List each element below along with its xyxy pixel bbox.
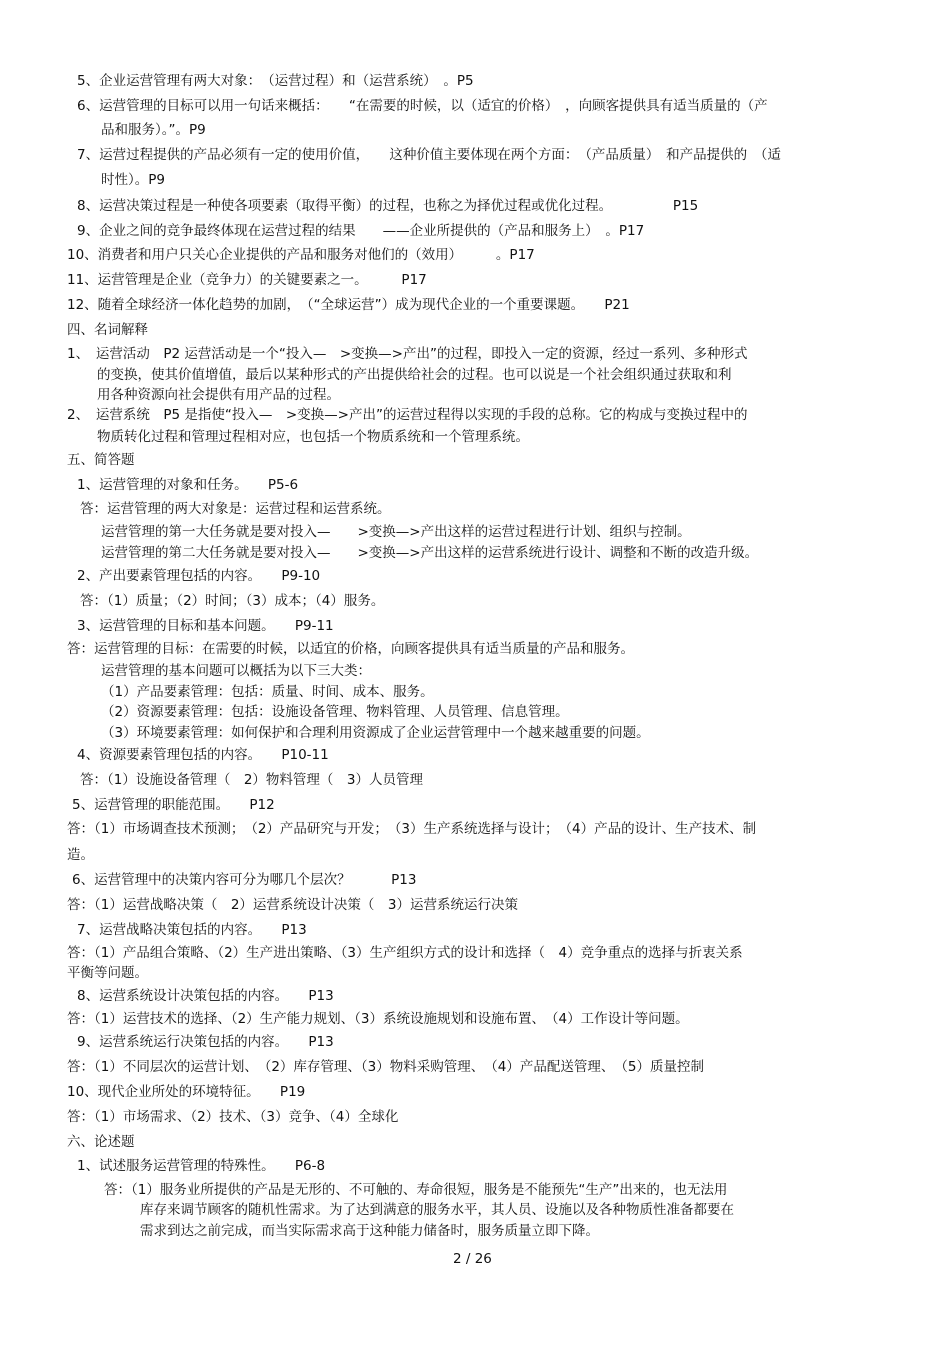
text-line: 答：（1）产品组合策略、（2）生产进出策略、（3）生产组织方式的设计和选择（ 4）竞争重点的选择与折衷关系 xyxy=(67,945,743,961)
text-line: 3、运营管理的目标和基本问题。 P9-11 xyxy=(77,618,334,634)
text-line: 11、运营管理是企业（竞争力）的关键要素之一。 P17 xyxy=(67,272,427,288)
text-line: 运营管理的第二大任务就是要对投入— >变换—>产出这样的运营系统进行设计、调整和不断的改造升级。 xyxy=(101,545,759,561)
section-heading: 四、名词解释 xyxy=(67,322,148,338)
text-line: 答：（1）质量；（2）时间；（3）成本；（4）服务。 xyxy=(80,593,385,609)
text-line: 2、产出要素管理包括的内容。 P9-10 xyxy=(77,568,321,584)
text-line: 10、消费者和用户只关心企业提供的产品和服务对他们的（效用） 。P17 xyxy=(67,247,535,263)
text-line: 9、运营系统运行决策包括的内容。 P13 xyxy=(77,1034,334,1050)
page-number: 2 / 26 xyxy=(453,1251,492,1267)
text-line: （2）资源要素管理：包括：设施设备管理、物料管理、人员管理、信息管理。 xyxy=(101,704,569,720)
text-line: 答：运营管理的目标：在需要的时候，以适宜的价格，向顾客提供具有适当质量的产品和服务。 xyxy=(67,641,634,657)
text-line: 6、运营管理的目标可以用一句话来概括： “在需要的时候，以（适宜的价格） ，向顾客提供具有适当质量的（产 xyxy=(77,98,768,114)
text-line: 1、试述服务运营管理的特殊性。 P6-8 xyxy=(77,1158,326,1174)
section-heading: 六、论述题 xyxy=(67,1134,135,1150)
text-line: 9、企业之间的竞争最终体现在运营过程的结果 ——企业所提供的（产品和服务上） 。P17 xyxy=(77,223,645,239)
text-line: 答：（1）不同层次的运营计划、 （2）库存管理、（3）物料采购管理、 （4）产品配送管理、 （5）质量控制 xyxy=(67,1059,704,1075)
text-line: 1、 运营活动 P2 运营活动是一个“投入— >变换—>产出”的过程，即投入一定的资源，经过一系列、多种形式 xyxy=(67,346,748,362)
text-line: 运营管理的基本问题可以概括为以下三大类： xyxy=(101,663,371,679)
text-line: 6、运营管理中的决策内容可分为哪几个层次？ P13 xyxy=(72,872,417,888)
text-line: 12、随着全球经济一体化趋势的加剧， （“全球运营”）成为现代企业的一个重要课题。 P21 xyxy=(67,297,630,313)
text-line: 2、 运营系统 P5 是指使“投入— >变换—>产出”的运营过程得以实现的手段的总称。它的构成与变换过程中的 xyxy=(67,407,748,423)
text-line: 品和服务）。”。P9 xyxy=(101,122,206,138)
section-heading: 五、简答题 xyxy=(67,452,135,468)
text-line: 7、运营过程提供的产品必须有一定的使用价值， 这种价值主要体现在两个方面： （产品质量） 和产品提供的 （适 xyxy=(77,147,781,163)
text-line: 7、运营战略决策包括的内容。 P13 xyxy=(77,922,307,938)
text-line: 答：（1）市场需求、（2）技术、（3）竞争、（4）全球化 xyxy=(67,1109,399,1125)
text-line: 答：（1）服务业所提供的产品是无形的、不可触的、寿命很短，服务是不能预先“生产”出来的，也无法用 xyxy=(104,1182,728,1198)
text-line: 8、运营决策过程是一种使各项要素（取得平衡）的过程，也称之为择优过程或优化过程。 P15 xyxy=(77,198,699,214)
text-line: 答：运营管理的两大对象是：运营过程和运营系统。 xyxy=(80,501,391,517)
text-line: 答：（1）运营战略决策（ 2）运营系统设计决策（ 3）运营系统运行决策 xyxy=(67,897,519,913)
text-line: 10、现代企业所处的环境特征。 P19 xyxy=(67,1084,306,1100)
text-line: 造。 xyxy=(67,847,94,863)
text-line: 8、运营系统设计决策包括的内容。 P13 xyxy=(77,988,334,1004)
text-line: 答：（1）市场调查技术预测； （2）产品研究与开发； （3）生产系统选择与设计； （4）产品的设计、生产技术、制 xyxy=(67,821,757,837)
text-line: （1）产品要素管理：包括：质量、时间、成本、服务。 xyxy=(101,684,434,700)
text-line: 5、运营管理的职能范围。 P12 xyxy=(72,797,275,813)
text-line: 5、企业运营管理有两大对象： （运营过程）和（运营系统） 。P5 xyxy=(77,73,474,89)
text-line: （3）环境要素管理：如何保护和合理利用资源成了企业运营管理中一个越来越重要的问题。 xyxy=(101,725,650,741)
text-line: 的变换，使其价值增值，最后以某种形式的产出提供给社会的过程。也可以说是一个社会组织通过获取和利 xyxy=(97,367,732,383)
text-line: 平衡等问题。 xyxy=(67,965,148,981)
text-line: 物质转化过程和管理过程相对应，也包括一个物质系统和一个管理系统。 xyxy=(97,429,529,445)
text-line: 时性）。P9 xyxy=(101,172,165,188)
text-line: 库存来调节顾客的随机性需求。为了达到满意的服务水平，其人员、设施以及各种物质性准备都要在 xyxy=(140,1202,734,1218)
text-line: 1、运营管理的对象和任务。 P5-6 xyxy=(77,477,299,493)
text-line: 4、资源要素管理包括的内容。 P10-11 xyxy=(77,747,329,763)
text-line: 用各种资源向社会提供有用产品的过程。 xyxy=(97,387,340,403)
text-line: 答：（1）设施设备管理（ 2）物料管理（ 3）人员管理 xyxy=(80,772,424,788)
text-line: 需求到达之前完成，而当实际需求高于这种能力储备时，服务质量立即下降。 xyxy=(140,1223,599,1239)
text-line: 运营管理的第一大任务就是要对投入— >变换—>产出这样的运营过程进行计划、组织与控制。 xyxy=(101,524,691,540)
text-line: 答：（1）运营技术的选择、（2）生产能力规划、（3）系统设施规划和设施布置、 （4）工作设计等问题。 xyxy=(67,1011,689,1027)
